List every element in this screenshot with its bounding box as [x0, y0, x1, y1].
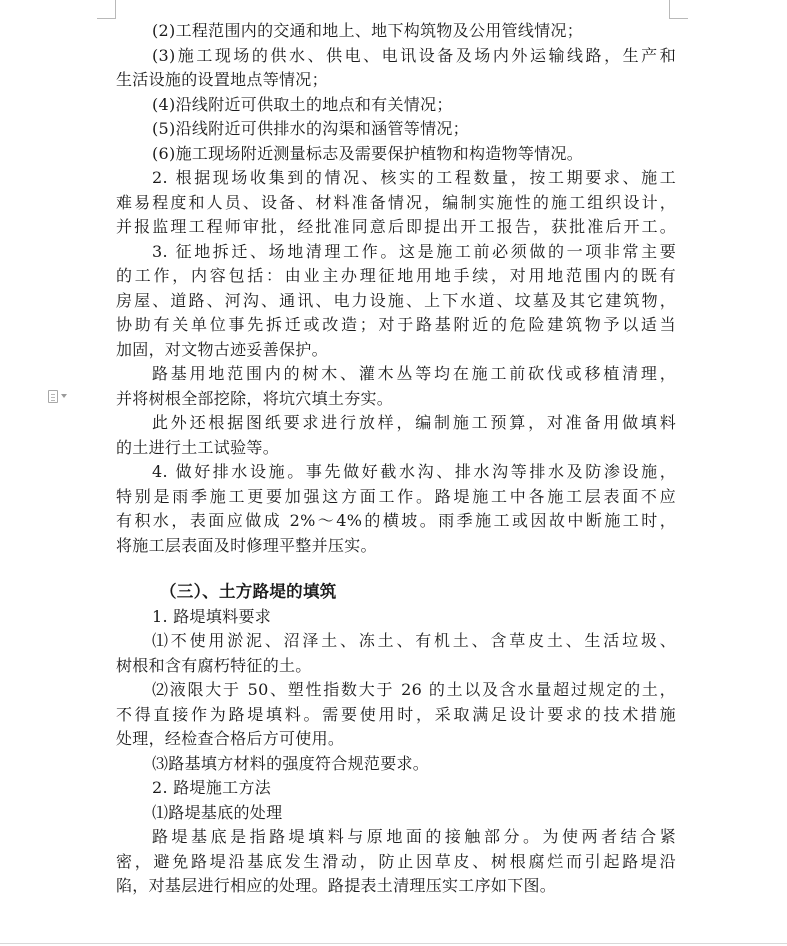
paragraph-line: 房屋、道路、河沟、通讯、电力设施、上下水道、坟墓及其它建筑物， — [116, 290, 676, 310]
crop-mark-top-right — [669, 0, 688, 19]
paragraph-line: 将施工层表面及时修理平整并压实。 — [116, 535, 377, 555]
document-body[interactable] — [116, 19, 676, 899]
paragraph-line: 2. 根据现场收集到的情况、核实的工程数量，按工期要求、施工 — [152, 168, 676, 187]
paragraph-line: (5)沿线附近可供排水的沟渠和涵管等情况； — [152, 119, 469, 138]
paragraph-line: 2. 路堤施工方法 — [152, 778, 272, 797]
paragraph-line: (6)施工现场附近测量标志及需要保护植物和构造物等情况。 — [152, 143, 584, 163]
paragraph-line: 密，避免路堤沿基底发生滑动，防止因草皮、树根腐烂而引起路堤沿 — [116, 851, 676, 871]
paragraph-line: 树根和含有腐朽特征的土。 — [116, 655, 312, 675]
paragraph-line: 不得直接作为路堤填料。需要使用时，采取满足设计要求的技术措施 — [116, 704, 676, 724]
section-heading: （三）、土方路堤的填筑 — [160, 582, 337, 601]
paragraph-line: 难易程度和人员、设备、材料准备情况，编制实施性的施工组织设计， — [116, 192, 676, 212]
paragraph-line: 4. 做好排水设施。事先做好截水沟、排水沟等排水及防渗设施， — [152, 462, 676, 481]
paragraph-line: ⑴不使用淤泥、沼泽土、冻土、有机土、含草皮土、生活垃圾、 — [152, 631, 676, 650]
paragraph-line: 生活设施的设置地点等情况； — [116, 70, 328, 89]
paragraph-line: 1. 路堤填料要求 — [152, 606, 272, 626]
paragraph-line: 此外还根据图纸要求进行放样，编制施工预算，对准备用做填料 — [152, 413, 676, 432]
paragraph-line: 路基用地范围内的树木、灌木丛等均在施工前砍伐或移植清理， — [152, 364, 676, 383]
document-icon — [48, 390, 58, 403]
paragraph-line: 协助有关单位事先拆迁或改造；对于路基附近的危险建筑物予以适当 — [116, 315, 676, 334]
paragraph-line: 有积水，表面应做成 2%～4%的横坡。雨季施工或因故中断施工时， — [116, 511, 676, 530]
paragraph-line: 并将树根全部挖除，将坑穴填土夯实。 — [116, 388, 394, 408]
page-bottom-edge — [0, 943, 787, 944]
paragraph-line: ⑵液限大于 50、塑性指数大于 26 的土以及含水量超过规定的土， — [152, 680, 676, 699]
paragraph-line: 处理，经检查合格后方可使用。 — [116, 729, 345, 748]
paragraph-line: (2)工程范围内的交通和地上、地下构筑物及公用管线情况； — [152, 21, 584, 40]
paragraph-line: 并报监理工程师审批，经批准同意后即提出开工报告，获批准后开工。 — [116, 217, 676, 236]
paragraph-line: 特别是雨季施工更要加强这方面工作。路堤施工中各施工层表面不应 — [116, 486, 676, 506]
paragraph-line: 3. 征地拆迁、场地清理工作。这是施工前必须做的一项非常主要 — [152, 241, 676, 261]
paragraph-line: (3)施工现场的供水、供电、电讯设备及场内外运输线路，生产和 — [152, 45, 676, 65]
paragraph-line: (4)沿线附近可供取土的地点和有关情况； — [152, 94, 453, 114]
paragraph-line: 的工作，内容包括：由业主办理征地用地手续，对用地范围内的既有 — [116, 266, 676, 285]
paragraph-line: 路堤基底是指路堤填料与原地面的接触部分。为使两者结合紧 — [152, 827, 676, 846]
paragraph-line: 陷，对基层进行相应的处理。路提表土清理压实工序如下图。 — [116, 876, 557, 895]
paragraph-line: 加固，对文物古迹妥善保护。 — [116, 339, 328, 359]
paragraph-line: ⑶路基填方材料的强度符合规范要求。 — [152, 753, 430, 773]
crop-mark-top-left — [97, 0, 116, 19]
paragraph-line: 的土进行土工试验等。 — [116, 437, 280, 457]
paragraph-options-button[interactable] — [48, 388, 74, 404]
paragraph-line: ⑴路堤基底的处理 — [152, 802, 283, 822]
chevron-down-icon — [61, 394, 67, 398]
